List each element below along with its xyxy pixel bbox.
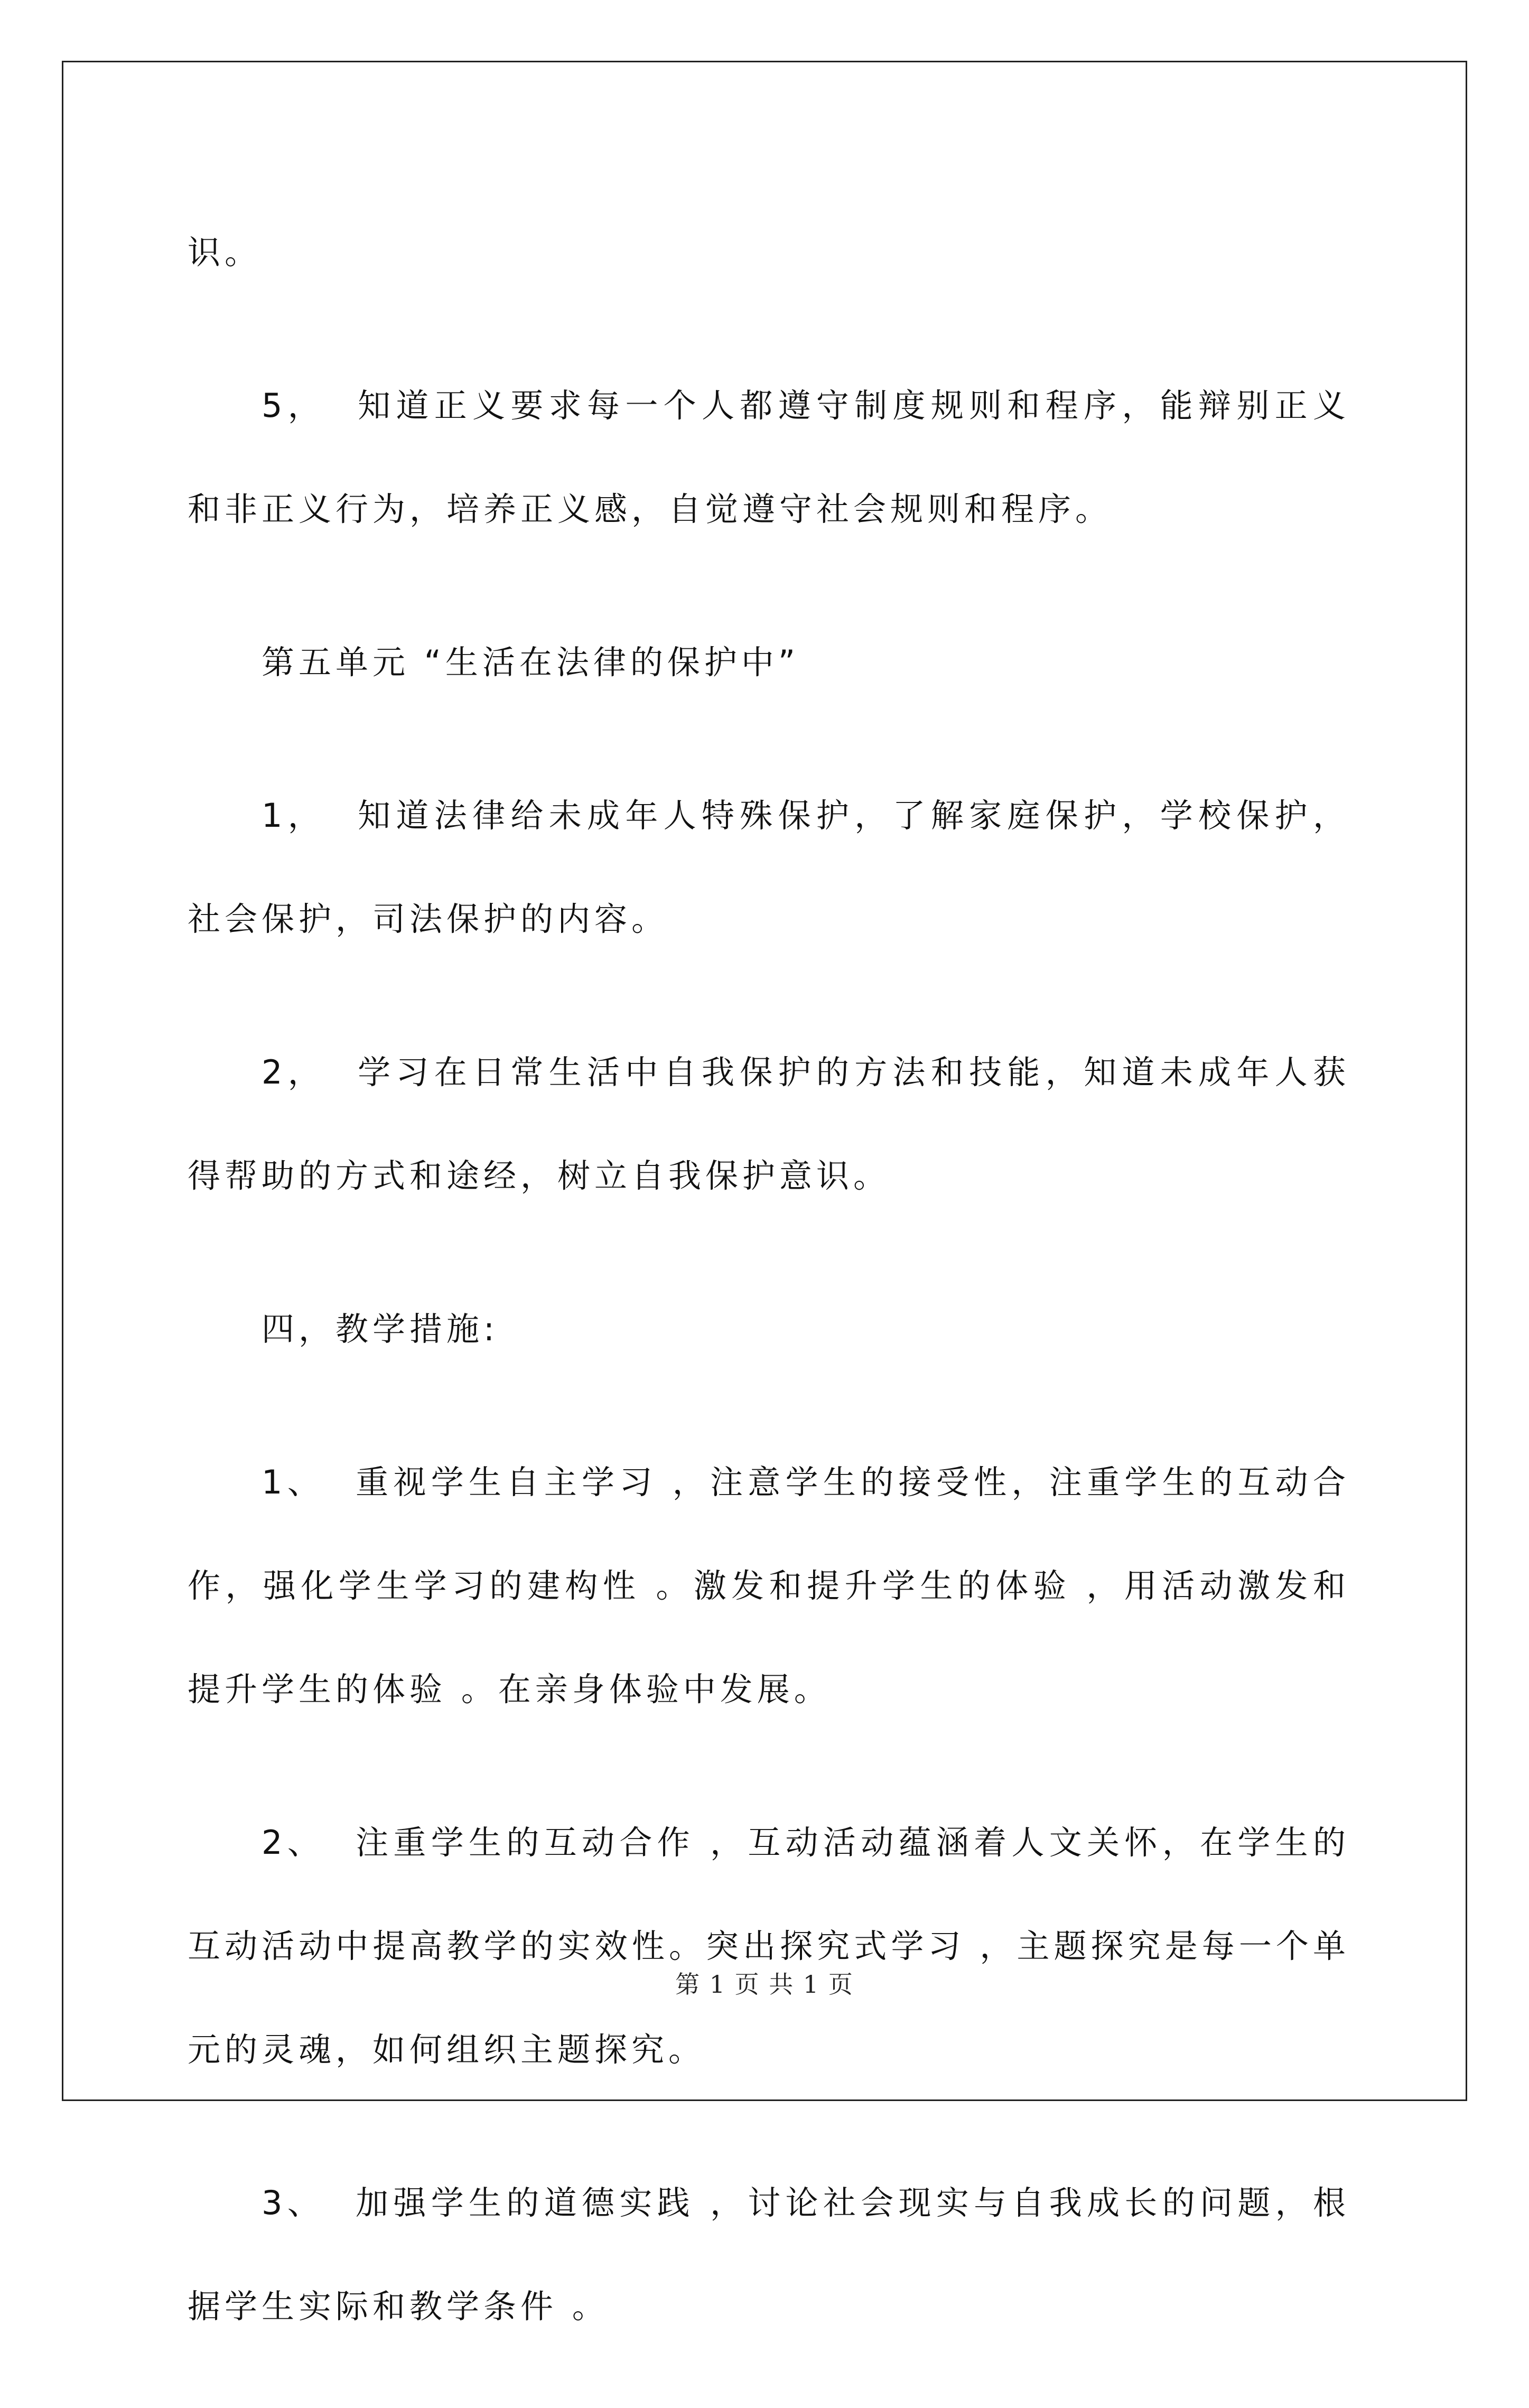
- paragraph: 5， 知道正义要求每一个人都遵守制度规则和程序，能辩别正义和非正义行为，培养正义感，自觉遵守社会规则和程序。: [188, 386, 1350, 528]
- paragraph: 2、 注重学生的互动合作 ，互动活动蕴涵着人文关怀，在学生的互动活动中提高教学的实效性。突出探究式学习 ，主题探究是每一个单元的灵魂，如何组织主题探究。: [188, 1823, 1350, 2069]
- paragraph: 1， 知道法律给未成年人特殊保护，了解家庭保护，学校保护，社会保护，司法保护的内容。: [188, 796, 1350, 938]
- document-body: [188, 201, 1350, 2408]
- section-heading: 四，教学措施:: [262, 1310, 499, 1348]
- paragraph: 3、 加强学生的道德实践 ，讨论社会现实与自我成长的问题，根据学生实际和教学条件 。: [188, 2183, 1350, 2326]
- paragraph: 1、 重视学生自主学习 ，注意学生的接受性，注重学生的互动合作，强化学生学习的建构性 。激发和提升学生的体验 ，用活动激发和提升学生的体验 。在亲身体验中发展。: [188, 1463, 1350, 1709]
- paragraph: 2， 学习在日常生活中自我保护的方法和技能，知道未成年人获得帮助的方式和途经，树立自我保护意识。: [188, 1053, 1350, 1195]
- paragraph: 识。: [188, 233, 262, 272]
- page-number-footer: 第 1 页 共 1 页: [675, 1970, 854, 1999]
- section-heading: 第五单元 “生活在法律的保护中”: [262, 643, 799, 682]
